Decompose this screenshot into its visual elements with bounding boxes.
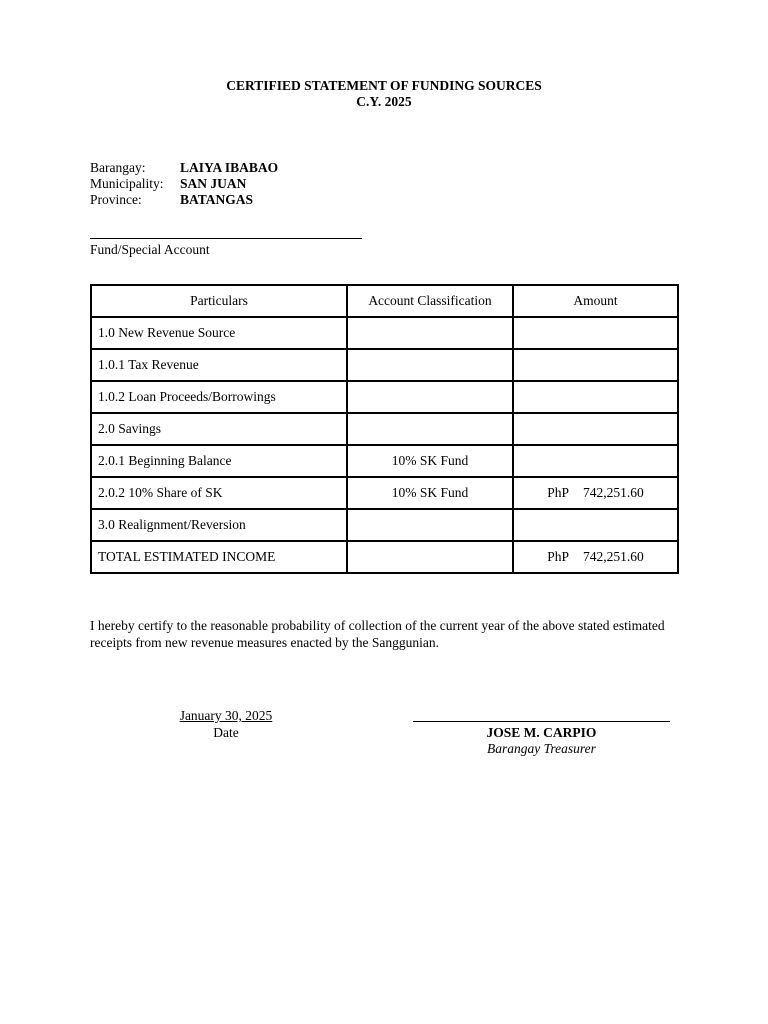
province-value: BATANGAS — [180, 192, 254, 207]
amount-value: 742,251.60 — [583, 549, 644, 564]
table-row — [91, 509, 678, 541]
fund-blank-line — [90, 238, 362, 239]
amount-cell — [513, 541, 678, 573]
amount-cell — [513, 445, 678, 477]
classification-cell: 10% SK Fund — [347, 445, 513, 477]
table-header-row — [91, 285, 678, 317]
amount-cell — [513, 349, 678, 381]
date-value: January 30, 2025 — [179, 708, 273, 723]
classification-cell: 10% SK Fund — [347, 477, 513, 509]
header-particulars: Particulars — [91, 285, 347, 317]
barangay-value: LAIYA IBABAO — [180, 160, 279, 175]
header-classification: Account Classification — [347, 285, 513, 317]
currency-label: PhP — [547, 549, 570, 564]
classification-cell — [347, 349, 513, 381]
province-label: Province: — [90, 192, 142, 207]
particulars-cell: 1.0 New Revenue Source — [91, 317, 347, 349]
table-row — [91, 381, 678, 413]
particulars-cell: 2.0.2 10% Share of SK — [91, 477, 347, 509]
classification-cell — [347, 413, 513, 445]
municipality-value: SAN JUAN — [180, 176, 247, 191]
table-row — [91, 349, 678, 381]
classification-cell — [347, 381, 513, 413]
signatory-name: JOSE M. CARPIO — [486, 725, 597, 740]
particulars-cell: 1.0.1 Tax Revenue — [91, 349, 347, 381]
particulars-cell: 2.0.1 Beginning Balance — [91, 445, 347, 477]
table-row — [91, 317, 678, 349]
municipality-row — [90, 176, 278, 192]
table-row — [91, 477, 678, 509]
currency-label: PhP — [547, 485, 570, 500]
amount-cell — [513, 477, 678, 509]
location-info — [90, 160, 278, 208]
particulars-cell: 3.0 Realignment/Reversion — [91, 509, 347, 541]
amount-value: 742,251.60 — [583, 485, 644, 500]
amount-cell — [513, 381, 678, 413]
fund-label: Fund/Special Account — [90, 242, 210, 257]
header-amount: Amount — [513, 285, 678, 317]
particulars-cell: TOTAL ESTIMATED INCOME — [91, 541, 347, 573]
date-label: Date — [213, 725, 239, 740]
barangay-label: Barangay: — [90, 160, 146, 175]
municipality-label: Municipality: — [90, 176, 164, 191]
barangay-row — [90, 160, 278, 176]
table-row — [91, 413, 678, 445]
classification-cell — [347, 317, 513, 349]
funding-table — [90, 284, 679, 574]
particulars-cell: 2.0 Savings — [91, 413, 347, 445]
table-row — [91, 445, 678, 477]
classification-cell — [347, 509, 513, 541]
signature-line — [413, 721, 670, 722]
amount-cell — [513, 317, 678, 349]
total-row — [91, 541, 678, 573]
amount-cell — [513, 509, 678, 541]
classification-cell — [347, 541, 513, 573]
particulars-cell: 1.0.2 Loan Proceeds/Borrowings — [91, 381, 347, 413]
signatory-title: Barangay Treasurer — [487, 741, 596, 756]
amount-cell — [513, 413, 678, 445]
certification-text: I hereby certify to the reasonable probability of collection of the current year of the above stated estimated receipts from new revenue measures enacted by the Sanggunian. — [90, 618, 665, 650]
document-subtitle: C.Y. 2025 — [356, 94, 412, 109]
document-title: CERTIFIED STATEMENT OF FUNDING SOURCES — [226, 78, 542, 93]
province-row — [90, 192, 278, 208]
